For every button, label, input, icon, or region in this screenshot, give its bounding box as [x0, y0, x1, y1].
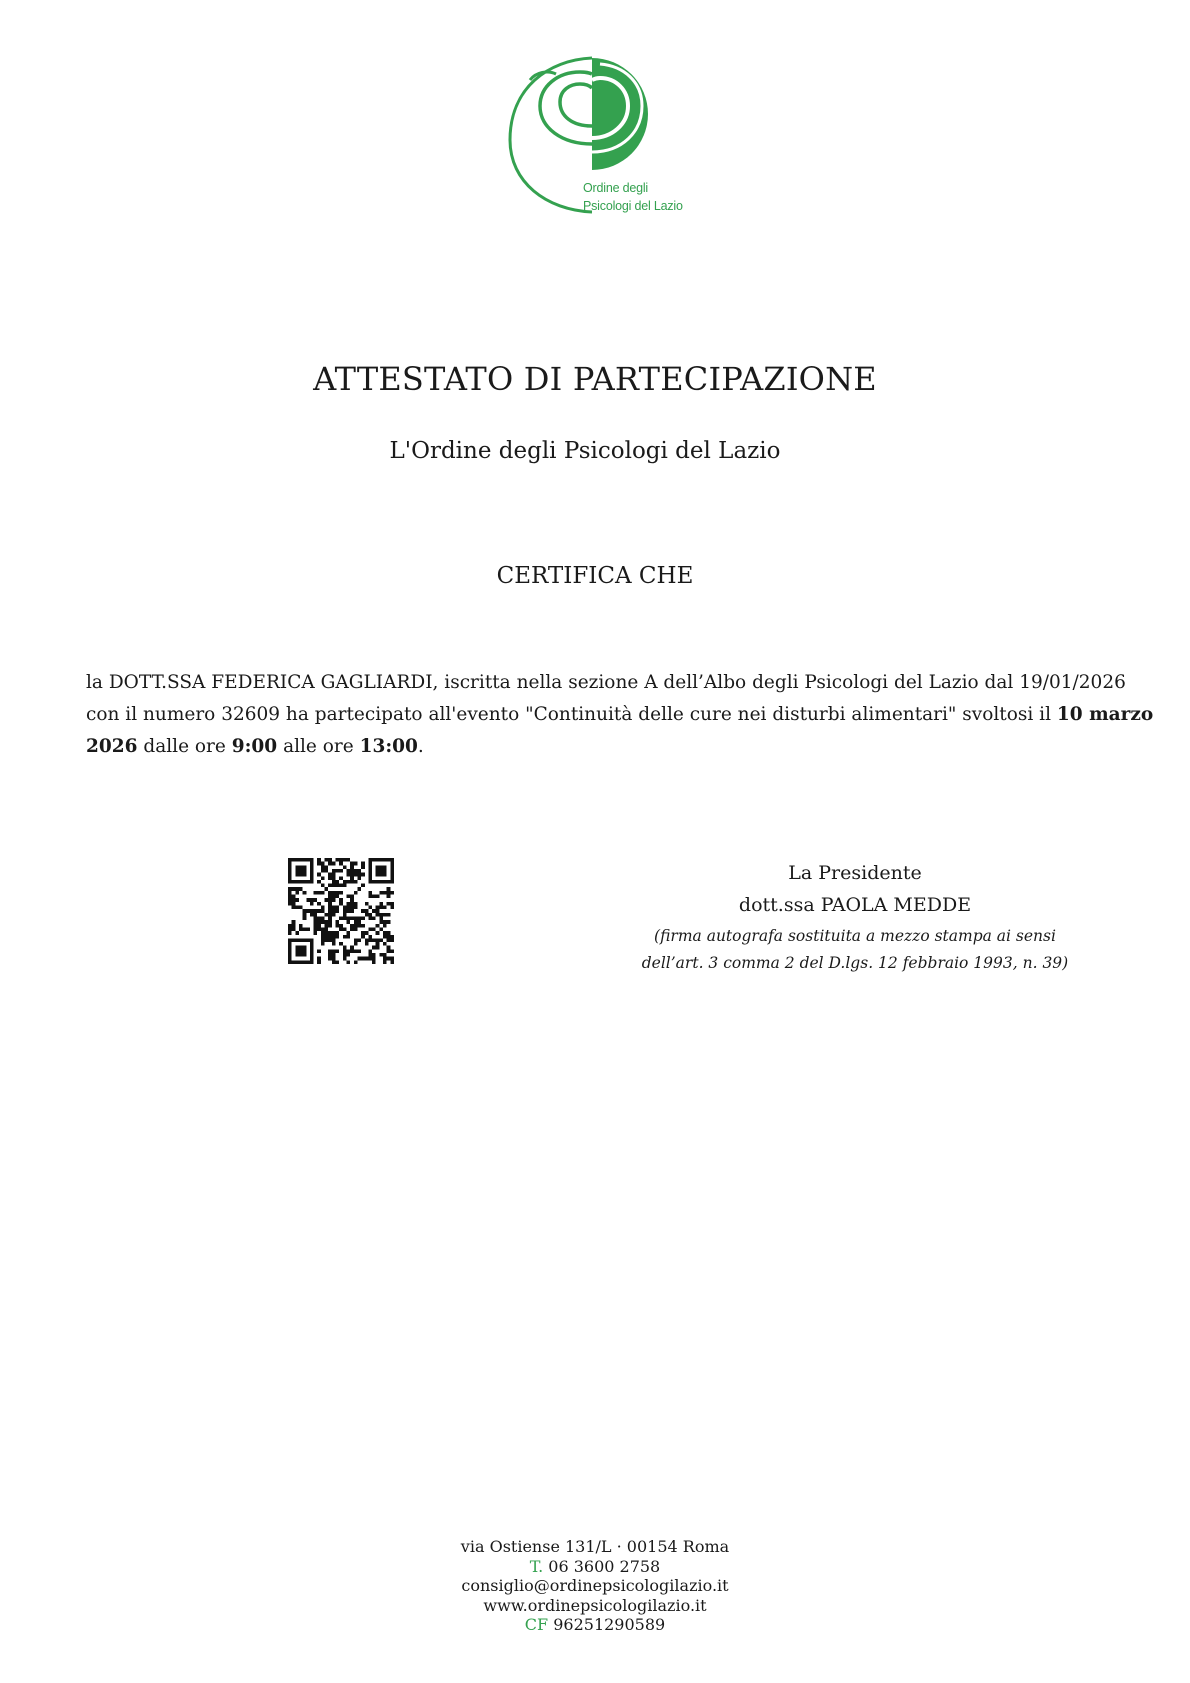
event-end-time: 13:00 — [359, 736, 418, 757]
signature-note-line2: dell’art. 3 comma 2 del D.lgs. 12 febbraio 1993, n. 39) — [641, 954, 1069, 972]
footer-phone — [0, 1557, 1190, 1577]
cf-number: 96251290589 — [548, 1615, 666, 1634]
logo-text-line1: Ordine degli — [583, 181, 649, 195]
event-start-time: 9:00 — [231, 736, 278, 757]
signature-block — [620, 857, 1090, 977]
document-title: ATTESTATO DI PARTECIPAZIONE — [313, 360, 877, 398]
body-line-2 — [86, 699, 1154, 731]
signature-note — [620, 923, 1090, 977]
body-line-3-text-b: alle ore — [277, 736, 360, 757]
signatory-role: La Presidente — [788, 862, 922, 884]
footer — [0, 1537, 1190, 1635]
event-date-year: 2026 — [86, 736, 138, 757]
body-line-3 — [86, 731, 1116, 763]
signature-note-line1: (firma autografa sostituita a mezzo stampa ai sensi — [654, 927, 1056, 945]
qr-code-icon — [288, 858, 394, 964]
body-line-3-period: . — [417, 736, 424, 757]
phone-label: T. — [529, 1556, 544, 1576]
logo — [500, 52, 700, 222]
footer-email: consiglio@ordinepsicologilazio.it — [461, 1576, 729, 1595]
footer-website: www.ordinepsicologilazio.it — [483, 1595, 707, 1615]
body-line-2-text: con il numero 32609 ha partecipato all'evento "Continuità delle cure nei disturbi alimentari" svoltosi il — [86, 704, 1057, 725]
cf-label: CF — [524, 1615, 549, 1634]
body-line-1: la DOTT.SSA FEDERICA GAGLIARDI, iscritta nella sezione A dell’Albo degli Psicologi del Lazio dal 19/01/2026 — [86, 672, 1126, 693]
footer-address: via Ostiense 131/L · 00154 Roma — [460, 1537, 730, 1556]
body-line-3-text-a: dalle ore — [137, 736, 232, 757]
issuer-subtitle: L'Ordine degli Psicologi del Lazio — [389, 438, 781, 464]
logo-text-line2: Psicologi del Lazio — [583, 199, 683, 213]
certificate-body — [86, 667, 1154, 763]
footer-cf — [0, 1615, 1190, 1635]
signatory-name: dott.ssa PAOLA MEDDE — [738, 894, 972, 916]
logo-mark-icon — [500, 52, 700, 222]
phone-number: 06 3600 2758 — [543, 1556, 661, 1576]
certifica-heading: CERTIFICA CHE — [496, 563, 694, 589]
event-date-day: 10 marzo — [1056, 704, 1154, 725]
qr-code — [288, 858, 394, 964]
